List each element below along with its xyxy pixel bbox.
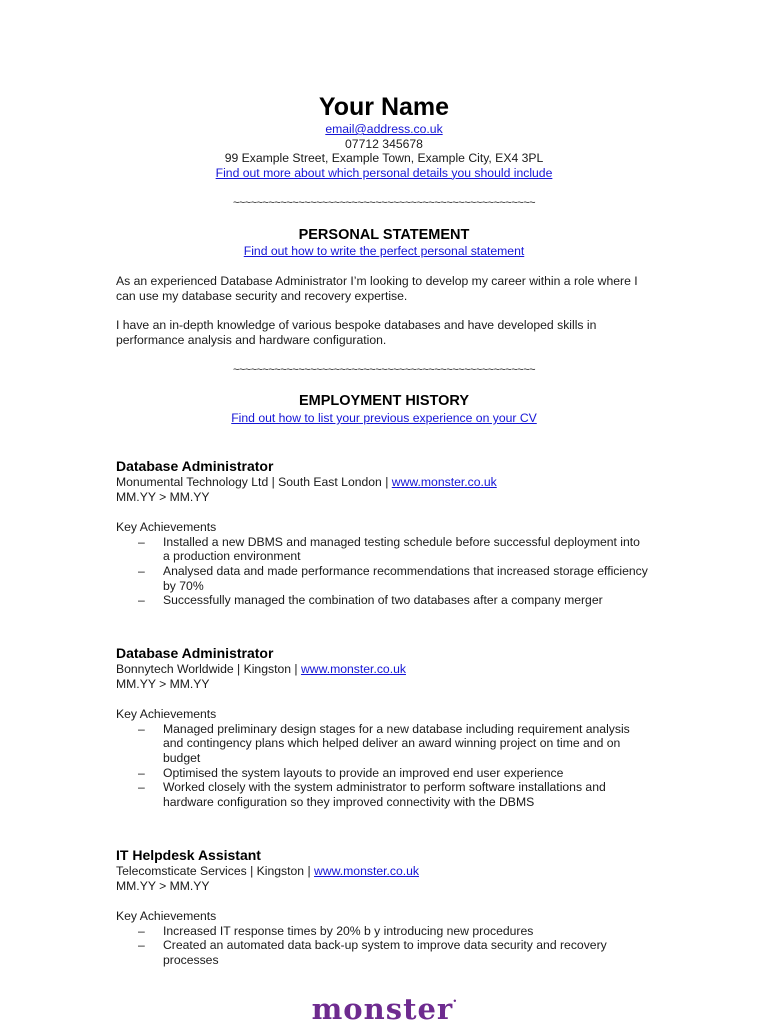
job-title: IT Helpdesk Assistant [116, 847, 261, 863]
job-dates: MM.YY > MM.YY [116, 489, 210, 504]
job-title: Database Administrator [116, 458, 274, 474]
logo-wordmark: monster [311, 992, 454, 1024]
divider: ~~~~~~~~~~~~~~~~~~~~~~~~~~~~~~~~~~~~~~~~~~~~~~~~~~~ [232, 364, 536, 376]
bullet-dash: – [138, 765, 145, 780]
list-item: – Analysed data and made performance recommendations that increased storage efficiency by 70% [138, 563, 648, 593]
job-dates: MM.YY > MM.YY [116, 676, 210, 691]
job-entry [116, 457, 656, 608]
email-link[interactable]: email@address.co.uk [325, 122, 443, 136]
bullet-dash: – [138, 534, 145, 549]
list-item: – Worked closely with the system administrator to perform software installations and hardware configuration so they improved connectivity with the DBMS [138, 780, 606, 809]
phone-number: 07712 345678 [345, 136, 423, 151]
personal-statement-title: PERSONAL STATEMENT [298, 227, 470, 243]
key-achievements-label: Key Achievements [116, 909, 217, 924]
job-entry [116, 846, 656, 968]
bullet-dash: – [138, 721, 145, 736]
statement-paragraph-1: As an experienced Database Administrator I’m looking to develop my career within a role where I can use my database security and recovery expertise. [116, 274, 638, 303]
job-dates: MM.YY > MM.YY [116, 878, 210, 893]
list-item: – Created an automated data back-up system to improve data security and recovery processes [138, 938, 607, 967]
job-title: Database Administrator [116, 645, 274, 661]
employment-history-link[interactable]: Find out how to list your previous experience on your CV [231, 411, 537, 425]
list-item: – Installed a new DBMS and managed testing schedule before successful deployment into a production environment [138, 534, 640, 564]
contact-block [0, 122, 768, 180]
address: 99 Example Street, Example Town, Example City, EX4 3PL [224, 151, 544, 166]
job-company-line [116, 864, 656, 879]
candidate-name: Your Name [318, 93, 450, 121]
list-item: – Successfully managed the combination of two databases after a company merger [138, 593, 603, 608]
achievements-list [138, 535, 656, 608]
list-item: – Increased IT response times by 20% b y introducing new procedures [138, 923, 534, 938]
job-company: Telecomsticate Services | Kingston | [116, 864, 315, 878]
achievements-list [138, 924, 656, 968]
job-company: Monumental Technology Ltd | South East London | [116, 475, 392, 489]
monster-logo [0, 992, 768, 1024]
company-website-link[interactable]: www.monster.co.uk [391, 475, 497, 489]
achievements-list [138, 722, 656, 810]
company-website-link[interactable]: www.monster.co.uk [314, 864, 420, 878]
job-company-line [116, 662, 656, 677]
company-website-link[interactable]: www.monster.co.uk [300, 662, 406, 676]
list-item: – Managed preliminary design stages for a new database including requirement analysis and contingency plans which helped deliver an award winning project on time and on budget [138, 721, 630, 765]
personal-details-link[interactable]: Find out more about which personal details you should include [215, 165, 553, 180]
job-company-line [116, 475, 656, 490]
key-achievements-label: Key Achievements [116, 707, 217, 722]
employment-history-title: EMPLOYMENT HISTORY [299, 393, 469, 409]
job-entry [116, 644, 656, 809]
bullet-dash: – [138, 923, 145, 938]
bullet-dash: – [138, 938, 145, 953]
bullet-dash: – [138, 593, 145, 608]
job-company: Bonnytech Worldwide | Kingston | [116, 662, 301, 676]
key-achievements-label: Key Achievements [116, 520, 217, 535]
bullet-dash: – [138, 780, 145, 795]
statement-paragraph-2: I have an in-depth knowledge of various bespoke databases and have developed skills in performance analysis and hardware configuration. [116, 318, 597, 347]
logo-mark-icon: • [453, 996, 457, 1006]
divider: ~~~~~~~~~~~~~~~~~~~~~~~~~~~~~~~~~~~~~~~~~~~~~~~~~~~ [232, 197, 536, 209]
list-item: – Optimised the system layouts to provide an improved end user experience [138, 765, 564, 780]
bullet-dash: – [138, 563, 145, 578]
personal-statement-link[interactable]: Find out how to write the perfect personal statement [243, 244, 525, 258]
